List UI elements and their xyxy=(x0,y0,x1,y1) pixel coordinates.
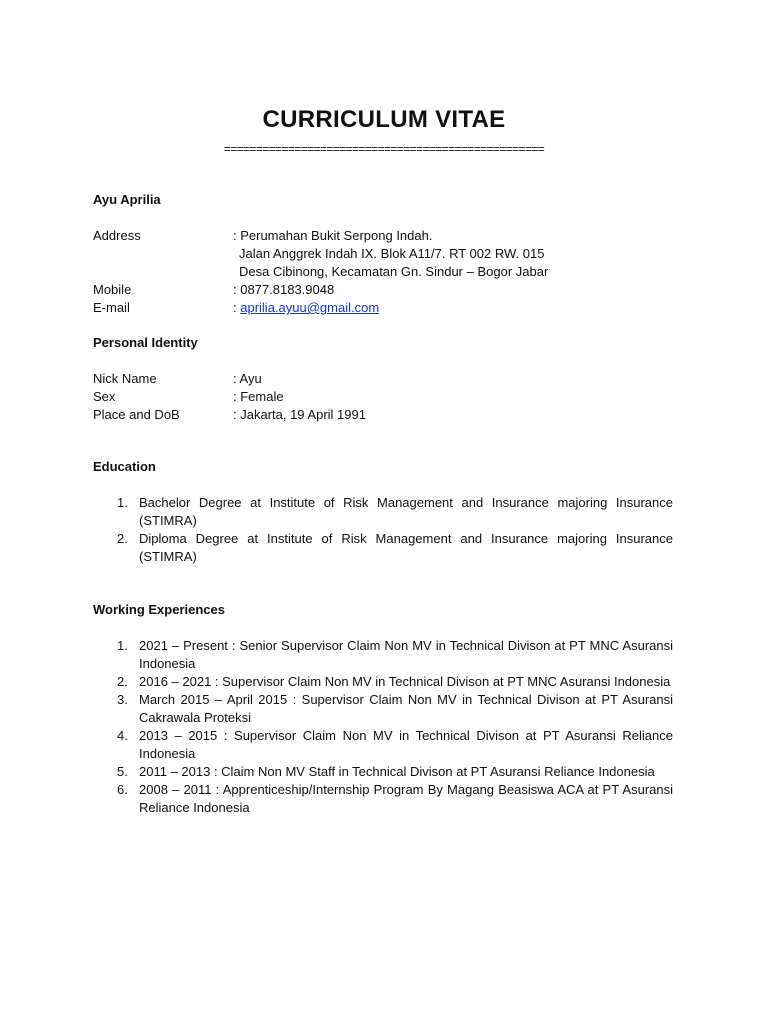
title-rule: ================================================== xyxy=(223,142,545,156)
list-item xyxy=(93,763,673,781)
personal-label: Place and DoB xyxy=(93,407,180,422)
list-item xyxy=(93,637,673,673)
item-text: 2008 – 2011 : Apprenticeship/Internship Program By Magang Beasiswa ACA at PT Asuransi Reliance Indonesia xyxy=(139,782,673,815)
address-row xyxy=(93,227,653,245)
personal-value: : Jakarta, 19 April 1991 xyxy=(233,407,366,422)
personal-value: : Female xyxy=(233,389,284,404)
email-prefix: : xyxy=(233,300,241,315)
item-number: 3. xyxy=(117,692,128,707)
list-item xyxy=(93,691,673,727)
address-row-3 xyxy=(93,263,653,281)
email-row xyxy=(93,299,653,317)
mobile-value: : 0877.8183.9048 xyxy=(233,282,335,297)
mobile-label: Mobile xyxy=(93,282,132,297)
address-line-1: : Perumahan Bukit Serpong Indah. xyxy=(233,228,433,243)
email-value-wrap xyxy=(233,299,379,317)
item-text: March 2015 – April 2015 : Supervisor Claim Non MV in Technical Divison at PT Asuransi Cakrawala Proteksi xyxy=(139,692,673,725)
address-label: Address xyxy=(93,228,141,243)
item-number: 5. xyxy=(117,764,128,779)
item-text: 2021 – Present : Senior Supervisor Claim Non MV in Technical Divison at PT MNC Asuransi Indonesia xyxy=(139,638,673,671)
experience-list xyxy=(93,637,673,817)
item-text: 2013 – 2015 : Supervisor Claim Non MV in Technical Divison at PT Asuransi Reliance Indonesia xyxy=(139,728,673,761)
mobile-row xyxy=(93,281,653,299)
personal-row xyxy=(93,388,653,406)
list-item xyxy=(93,781,673,817)
list-item xyxy=(93,673,673,691)
email-link[interactable]: aprilia.ayuu@gmail.com xyxy=(240,300,380,315)
personal-identity-heading: Personal Identity xyxy=(93,335,198,350)
email-label: E-mail xyxy=(93,300,130,315)
item-text: 2011 – 2013 : Claim Non MV Staff in Technical Divison at PT Asuransi Reliance Indonesia xyxy=(139,764,655,779)
personal-row xyxy=(93,406,653,424)
item-number: 1. xyxy=(117,495,128,510)
list-item xyxy=(93,530,673,566)
item-number: 6. xyxy=(117,782,128,797)
address-line-3: Desa Cibinong, Kecamatan Gn. Sindur – Bogor Jabar xyxy=(239,264,549,279)
document-title: CURRICULUM VITAE xyxy=(262,106,506,133)
item-text: Bachelor Degree at Institute of Risk Management and Insurance majoring Insurance (STIMRA) xyxy=(139,495,673,528)
item-text: Diploma Degree at Institute of Risk Management and Insurance majoring Insurance (STIMRA) xyxy=(139,531,673,564)
list-item xyxy=(93,727,673,763)
item-text: 2016 – 2021 : Supervisor Claim Non MV in Technical Divison at PT MNC Asuransi Indonesia xyxy=(139,674,671,689)
address-row-2 xyxy=(93,245,653,263)
personal-label: Sex xyxy=(93,389,116,404)
item-number: 2. xyxy=(117,531,128,546)
list-item xyxy=(93,494,673,530)
item-number: 1. xyxy=(117,638,128,653)
personal-row xyxy=(93,370,653,388)
personal-label: Nick Name xyxy=(93,371,157,386)
address-line-2: Jalan Anggrek Indah IX. Blok A11/7. RT 002 RW. 015 xyxy=(239,246,545,261)
education-heading: Education xyxy=(93,459,156,474)
item-number: 4. xyxy=(117,728,128,743)
applicant-name: Ayu Aprilia xyxy=(93,192,161,207)
experience-heading: Working Experiences xyxy=(93,602,225,617)
personal-value: : Ayu xyxy=(233,371,262,386)
education-list xyxy=(93,494,673,566)
item-number: 2. xyxy=(117,674,128,689)
